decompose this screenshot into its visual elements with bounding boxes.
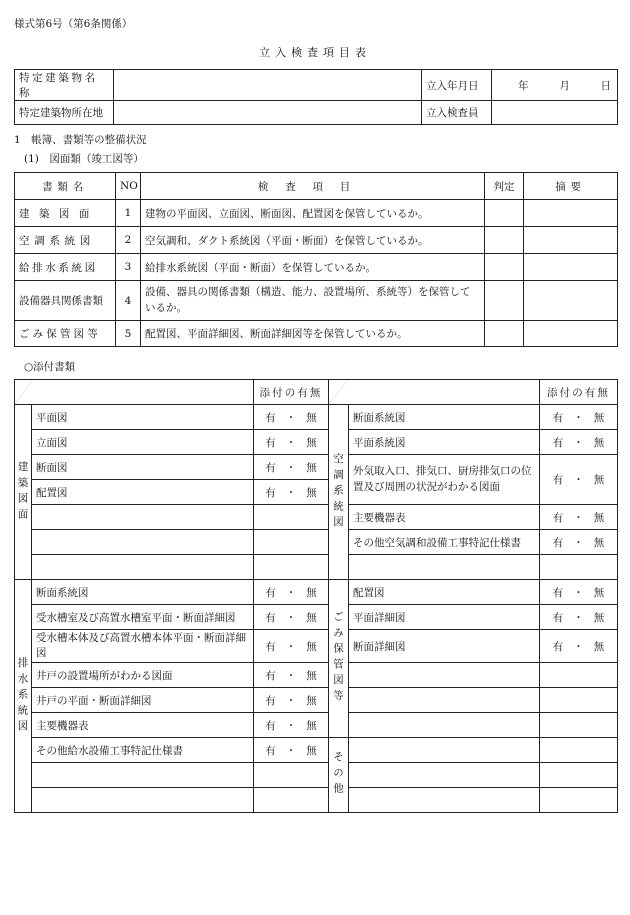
left-doc-item: 立面図 [32, 430, 254, 455]
doc-type-cell: 建築図面 [15, 200, 116, 227]
left-doc-item[interactable] [32, 505, 254, 530]
presence-toggle[interactable]: 有 ・ 無 [540, 405, 618, 430]
right-doc-item: その他空気調和設備工事特記仕様書 [349, 530, 540, 555]
presence-toggle[interactable]: 有 ・ 無 [254, 405, 329, 430]
building-location-field[interactable] [114, 101, 422, 125]
presence-toggle[interactable]: 有 ・ 無 [540, 605, 618, 630]
attached-heading: ○添付書類 [24, 361, 76, 373]
presence-toggle[interactable]: 有 ・ 無 [540, 505, 618, 530]
right-doc-item[interactable] [349, 663, 540, 688]
left-doc-item: 配置図 [32, 480, 254, 505]
year-label: 年 [518, 79, 529, 92]
presence-cell[interactable] [254, 555, 329, 580]
left-doc-item: 受水槽本体及び高置水槽本体平面・断面詳細図 [32, 630, 254, 663]
inspector-field[interactable] [492, 101, 618, 125]
inspector-label: 立入検査員 [422, 101, 492, 125]
presence-cell[interactable] [540, 788, 618, 813]
inspection-table [14, 172, 618, 347]
left-doc-item[interactable] [32, 763, 254, 788]
right-doc-item[interactable] [349, 555, 540, 580]
presence-toggle[interactable]: 有 ・ 無 [254, 605, 329, 630]
doc-type-cell: ごみ保管図等 [15, 321, 116, 347]
table-row [15, 281, 618, 321]
presence-cell[interactable] [540, 688, 618, 713]
right-doc-item: 配置図 [349, 580, 540, 605]
no-cell: 1 [116, 200, 141, 227]
presence-toggle[interactable]: 有 ・ 無 [540, 455, 618, 505]
right-doc-item: 外気取入口、排気口、厨房排気口の位置及び周囲の状況がわかる図面 [349, 455, 540, 505]
col-doc-type: 書類名 [15, 173, 116, 200]
no-cell: 4 [116, 281, 141, 321]
group-label-other: その他 [329, 738, 349, 813]
judgment-cell[interactable] [485, 254, 524, 281]
attach-col-header-right: 添付の有無 [540, 380, 618, 405]
presence-toggle[interactable]: 有 ・ 無 [254, 738, 329, 763]
presence-toggle[interactable]: 有 ・ 無 [540, 630, 618, 663]
building-name-field[interactable] [114, 70, 422, 101]
left-doc-item[interactable] [32, 788, 254, 813]
attached-docs-table [14, 379, 618, 813]
subsection-heading: (1) 図面類（竣工図等） [24, 153, 144, 165]
presence-toggle[interactable]: 有 ・ 無 [254, 430, 329, 455]
presence-toggle[interactable]: 有 ・ 無 [254, 580, 329, 605]
group-label-aircon: 空調系統図 [329, 405, 349, 580]
left-doc-item: 断面系統図 [32, 580, 254, 605]
summary-cell[interactable] [524, 227, 618, 254]
right-doc-item: 主要機器表 [349, 505, 540, 530]
right-doc-item[interactable] [349, 688, 540, 713]
right-doc-item[interactable] [349, 738, 540, 763]
judgment-cell[interactable] [485, 227, 524, 254]
presence-toggle[interactable]: 有 ・ 無 [540, 530, 618, 555]
inspection-date-label: 立入年月日 [422, 70, 492, 101]
presence-toggle[interactable]: 有 ・ 無 [254, 713, 329, 738]
left-doc-item: 受水槽室及び高置水槽室平面・断面詳細図 [32, 605, 254, 630]
no-cell: 5 [116, 321, 141, 347]
left-doc-item: 井戸の設置場所がわかる図面 [32, 663, 254, 688]
presence-cell[interactable] [540, 713, 618, 738]
presence-toggle[interactable]: 有 ・ 無 [254, 663, 329, 688]
group-label-building: 建築図面 [15, 405, 32, 580]
item-cell: 設備、器具の関係書類（構造、能力、設置場所、系統等）を保管しているか。 [141, 281, 485, 321]
right-doc-item[interactable] [349, 713, 540, 738]
summary-cell[interactable] [524, 254, 618, 281]
presence-toggle[interactable]: 有 ・ 無 [254, 480, 329, 505]
table-row [15, 321, 618, 347]
building-name-label: 特定建築物名称 [15, 70, 114, 101]
presence-toggle[interactable]: 有 ・ 無 [540, 580, 618, 605]
doc-type-cell: 空調系統図 [15, 227, 116, 254]
right-doc-item: 平面系統図 [349, 430, 540, 455]
presence-cell[interactable] [540, 738, 618, 763]
left-doc-item: 断面図 [32, 455, 254, 480]
inspection-date-field[interactable] [492, 70, 618, 101]
presence-toggle[interactable]: 有 ・ 無 [254, 688, 329, 713]
doc-type-cell: 設備器具関係書類 [15, 281, 116, 321]
group-label-garbage: ごみ保管図等 [329, 580, 349, 738]
summary-cell[interactable] [524, 200, 618, 227]
right-doc-item[interactable] [349, 788, 540, 813]
presence-cell[interactable] [254, 505, 329, 530]
item-cell: 空気調和、ダクト系統図（平面・断面）を保管しているか。 [141, 227, 485, 254]
header-table [14, 69, 618, 125]
table-row [15, 227, 618, 254]
col-judgment: 判定 [485, 173, 524, 200]
presence-cell[interactable] [540, 555, 618, 580]
presence-cell[interactable] [540, 663, 618, 688]
no-cell: 3 [116, 254, 141, 281]
form-number: 様式第6号（第6条関係） [14, 18, 133, 30]
table-row [15, 200, 618, 227]
month-label: 月 [559, 79, 570, 92]
no-cell: 2 [116, 227, 141, 254]
item-cell: 建物の平面図、立面図、断面図、配置図を保管しているか。 [141, 200, 485, 227]
presence-toggle[interactable]: 有 ・ 無 [254, 630, 329, 663]
presence-cell[interactable] [254, 763, 329, 788]
presence-cell[interactable] [254, 530, 329, 555]
left-doc-item: 平面図 [32, 405, 254, 430]
left-doc-item: 主要機器表 [32, 713, 254, 738]
left-doc-item: 井戸の平面・断面詳細図 [32, 688, 254, 713]
left-doc-item: その他給水設備工事特記仕様書 [32, 738, 254, 763]
diagonal-header-left [15, 380, 254, 405]
doc-type-cell: 給排水系統図 [15, 254, 116, 281]
page-title: 立入検査項目表 [259, 46, 371, 59]
building-location-label: 特定建築物所在地 [15, 101, 114, 125]
col-no: NO [116, 173, 141, 200]
judgment-cell[interactable] [485, 321, 524, 347]
right-doc-item: 断面詳細図 [349, 630, 540, 663]
presence-toggle[interactable]: 有 ・ 無 [540, 430, 618, 455]
group-label-drainage: 排水系統図 [15, 580, 32, 813]
item-cell: 給排水系統図（平面・断面）を保管しているか。 [141, 254, 485, 281]
col-item: 検査項目 [141, 173, 485, 200]
judgment-cell[interactable] [485, 200, 524, 227]
table-row [15, 254, 618, 281]
day-label: 日 [600, 79, 611, 92]
item-cell: 配置図、平面詳細図、断面詳細図等を保管しているか。 [141, 321, 485, 347]
summary-cell[interactable] [524, 281, 618, 321]
left-doc-item[interactable] [32, 530, 254, 555]
summary-cell[interactable] [524, 321, 618, 347]
presence-cell[interactable] [540, 763, 618, 788]
judgment-cell[interactable] [485, 281, 524, 321]
diagonal-header-right [329, 380, 540, 405]
right-doc-item: 平面詳細図 [349, 605, 540, 630]
attach-col-header-left: 添付の有無 [254, 380, 329, 405]
presence-cell[interactable] [254, 788, 329, 813]
right-doc-item: 断面系統図 [349, 405, 540, 430]
presence-toggle[interactable]: 有 ・ 無 [254, 455, 329, 480]
section-heading: 1 帳簿、書類等の整備状況 [14, 134, 147, 146]
right-doc-item[interactable] [349, 763, 540, 788]
col-summary: 摘要 [524, 173, 618, 200]
left-doc-item[interactable] [32, 555, 254, 580]
